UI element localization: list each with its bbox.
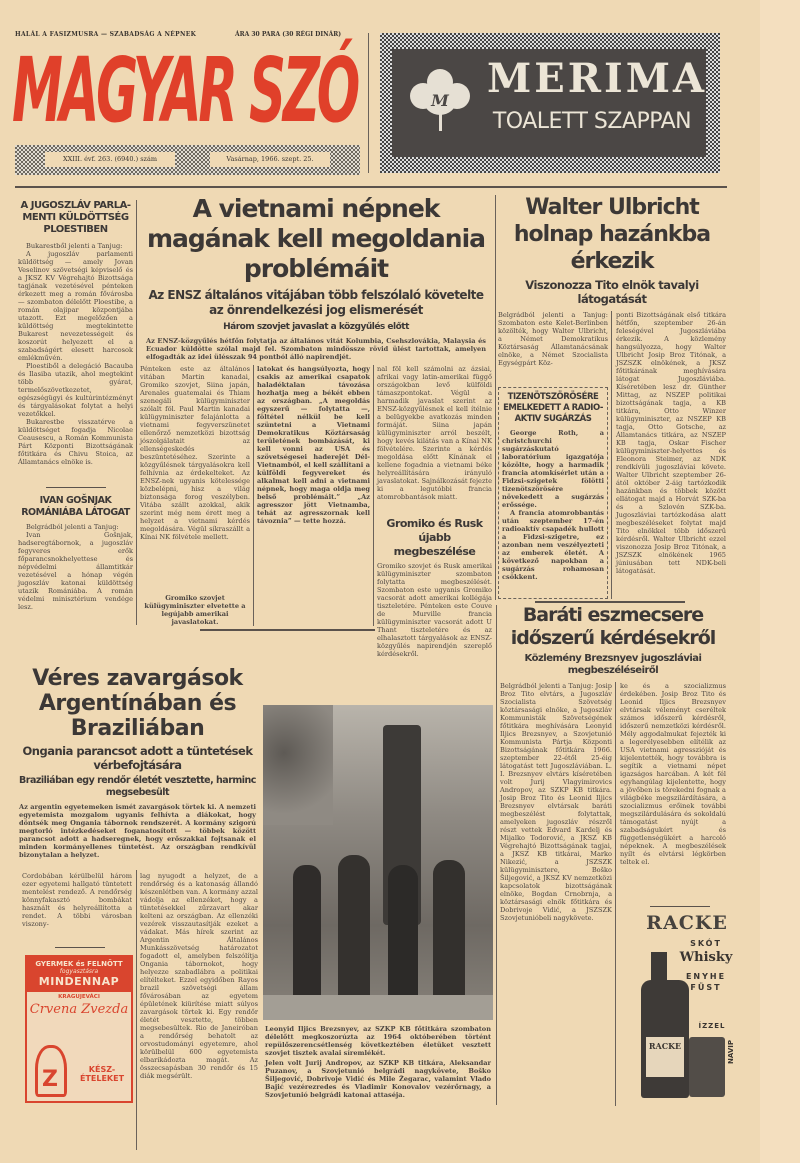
delegation-body: Bukarestből jelenti a Tanjug: A jugoszláv parlamenti küldöttség — amely Jovan Veselinov szövetségi képviselő és a JKSZ KV Végrehajtó Bizottsága tagjának vezetésével pénteken érkezett meg a román fővárosba — szombaton délelőtt Ploestibe, a román olajipar központjába utazott. Ezt megelőzően a küldöttség megtekintette Bukarest nevezetességeit és koszorút helyezett el a szabadságért elesett harcosok emlékművén. Ploestiből a delegáció Bacauba és Ilasiba utazik, ahol megtekint több gyárat, termelőszövetkezetet, egészségügyi és kultúrintézményt és tárgyalásokat folytat a helyi vezetőkkel. Bukarestbe visszatérve a küldöttséget fogadja Nicolae Ceausescu, a Román Kommunista Párt Központi Bizottságának főtitkára és Chivu Stoica, az Államtanács elnöke is. [18,242,133,466]
barati-col1: Belgrádból jelenti a Tanjug: Josip Broz Tito elvtárs, a Jugoszláv Szocialista Szövetség köztársasági elnöke, a Jugoszláv Kommunisták Szövetségének főtitkára meghívására Leonyid Iljics Brezsnyev, a Szovjetunió Kommunista Pártja Központi Bizottságának főtitkára 1966. szeptember 22-étől 25-éig látogatást tett Jugoszláviában. L. I. Brezsnyev elvtárs kíséretében volt Jurij Vlagyimirovics Andropov, az SZKP KB titkára. Josip Broz Tito és Leonid Iljics Brezsnyev elvtársak baráti megbeszélést folytattak, amelyeken jugoszláv részről részt vettek Edvard Kardelj és Mijalko Todorović, a JKSZ KB Végrehajtó Bizottságának tagjai, a JKSZ KB titkárai, Marko Nikezić, a JSZSZK külügyminisztere, Boško Šiljegović, a JKSZ KV nemzetközi kapcsolatok bizottságának elnöke, Bogdan Crnobrnja, a köztársasági elnök főtitkára és Dobrivoje Vidić, a JSZSZK Szovjetunióbeli nagykövete. [500,682,612,922]
merima-ad [380,33,720,173]
ulbricht-story [498,194,726,599]
masthead-price: ÁRA 30 PARA (30 RÉGI DINÁR) [235,31,342,38]
argentina-story [15,666,260,866]
bottle-neck-icon [651,952,667,982]
radiation-headline: TIZENÖTSZÖRÖSÉRE EMELKEDETT A RADIO-AKTIV SUGÁRZÁS [503,392,603,424]
masthead-slogan: HALÁL A FASIZMUSRA — SZABADSÁG A NÉPNEK [15,31,197,38]
vietnam-kicker: Három szovjet javaslat a közgyűlés előtt [223,322,409,332]
vietnam-col1: Pénteken este az általános vitában Martin kanadai, Gromiko szovjet, Siina japán, Arenales guatemalai és Thiam szenegáli külügyminiszter szólalt föl. Paul Martin kanadai külügyminiszter felajánlotta a vietnami fegyverszünetet ellenőrző nemzetközi bizottság jószolgálatait az ellenségeskedés beszüntetéséhez. Szerinte a közgyűlésnek tárgyalásokra kell felhívnia az érdekelteket. Az ENSZ-nek ugyanis kötelessége közbelépni, hisz a világ biztonsága forog veszélyben. Vitába szállt azokkal, akik szerint még nem érett meg a helyzet a vietnami kérdés megoldására. Végül síkraszállt a Kínai NK fölvétele mellett. [140,365,250,541]
left-column [18,200,133,625]
whisky-glass-icon [689,1037,725,1097]
vietnam-col1b: Gromiko szovjet külügyminiszter elvetette a legújabb amerikai javaslatokat. [144,594,246,626]
argentina-headline: Véres zavargások Argentínában és Braziliában [32,666,243,741]
gosnjak-headline: IVAN GOŠNJAK ROMÁNIÁBA LÁTOGAT [21,495,130,518]
vietnam-headline: A vietnami népnek magának kell megoldania problémáit [146,194,486,283]
vietnam-lead: Az ENSZ-közgyűlés hétfőn folytatja az általános vitát Kolumbia, Csehszlovákia, Malaysia és Ecuador küldötte szólal majd fel. Szombaton mindössze rövid ülést tartottak, amelyen elfogadták az idei ülésszak 94 pontból álló napirendjét. [146,337,486,361]
racke-brand: RACKE [646,912,728,934]
vietnam-story [140,194,492,658]
ulbricht-headline: Walter Ulbricht holnap hazánkba érkezik [513,195,711,274]
crvena-zvezda-ad: GYERMEK és FELNŐTT fogyasztásra MINDENNAP KRAGUJEVÁCI Crvena Zvezda Z KÉSZ-ÉTELEKET [25,955,133,1103]
crvena-zvezda-brand: Crvena Zvezda [29,1002,129,1017]
news-photo [263,705,493,1020]
barati-col2: ke és a szocializmus érdekében. Josip Broz Tito és Leonid Iljics Brezsnyev elvtársak véleményt cseréltek számos időszerű kérdésről, időszerű nemzetközi kérdésről. Mély aggodalmukat fejezték ki a legerélyesebben elítélik az USA vietnami agresszióját és kijelentették, hogy továbbra is segítik a vietnami népet igazságos harcában. A két fél egyhangúlag kijelentette, hogy a jövőben is törekedni fognak a világbéke megszilárdítására, a szocializmus erőinek további megszilárdulására és sokoldalú támogatást nyújt a szabadságukért és függetlenségükért a harcoló népeknek. A megbeszélések nyílt és elvtársi légkörben teltek el. [620,682,726,866]
gromiko-headline: Gromiko és Rusk újabb megbeszélése [386,517,483,558]
gosnjak-body: Belgrádból jelenti a Tanjug: Ivan Gošnjak, hadseregtábornok, a jugoszláv fegyveres erők főparancsnokhelyettese és népvédelmi államtitkár vezetésével a hónap végén jugoszláv katonai küldöttség utazik Romániába. A román védelmi minisztérium vendége lesz. [18,523,133,611]
gromiko-body: Gromiko szovjet és Rusk amerikai külügyminiszter szombaton folytatta megbeszélését. Szombaton este ugyanis Gromiko vacsorát adott amerikai kollégája tiszteletére. Pénteken este Couve de Murville francia külügyminiszter vacsorát adott U Thant tiszteletére és az elhalasztott tárgyalások az ENSZ-közgyűlés napirendjén szereplő kérdésekről. [377,562,492,658]
radiation-body: George Roth, a christchurchi sugárzáskutató laboratórium igazgatója közölte, hogy a harmadik francia atomkísérlet után a Fidzsi-szigetek fölötti tizenötszörösére növekedett a sugárzás erőssége. A francia atomrobbantás után szeptember 17-én radioaktív csapadék hullott a Fidzsi-szigetre, ez azonban nem veszélyezteti az emberek életét. A következő napokban a sugárzás rohamosan csökkent. [502,429,604,581]
argentina-col2: lag nyugodt a helyzet, de a rendőrség és a katonaság állandó készenlétben van. A kormány azzal vádolja az ellenzéket, hogy a tüntetésekkel zűrzavart akar kelteni az országban. Az ellenzéki vezérek visszautasítják ezeket a vádakat. Más hírek szerint az Argentin Általános Munkásszövetség határozatot fogadott el, amelyben felszólítja Ongania tábornokot, hogy helyezze szabadlábra a politikai elítélteket. Ezzel egyidőben Rayos brazil szövetségi állam fővárosában az egyetem épületének kiürítése miatt súlyos zavargások törtek ki. Egy rendőr életét vesztette, többen megsebesültek. Rio de Janeiróban a rendőrség behatolt az orvostudományi egyetemre, ahol körülbelül 600 egyetemista elbarikádozta magát. Az összecsapásban 30 rendőr és 15 diák megsérült. [140,872,258,1080]
photo-caption-attendees: Jelen volt Jurij Andropov, az SZKP KB titkára, Aleksandar Puzanov, a Szovjetunió belgrádi nagykövete, Boško Šiljegović, Dobrivoje Vidić és Mile Žegarac, valamint Vlado Bajić vezérezredes és Vladimir Konovalov vezérőrnagy, a Szovjetunió belgrádi katonai attaséja. [265,1059,491,1099]
vietnam-subheadline: Az ENSZ általános vitájában több felszólaló követelte az önrendelkezési jog elismerését [148,288,484,317]
vietnam-col3: nal föl kell számolni az ázsiai, afrikai vagy latin-amerikai függő országokban levő külföldi támaszpontokat. Végül a harmadik javaslat szerint az ENSZ-közgyűlésnek el kell ítélnie a belügyekbe avatkozás minden formáját. Siina japán külügyminiszter arról beszélt, hogy kevés kilátás van a Kínai NK fölvételére. Szerinte a kérdés megoldása előtt Kínának el kellene fogadnia a vietnami béke helyreállítására irányuló javaslatokat. Sajnálkozását fejezte ki a legutóbbi francia atomrobbantások miatt. [377,365,492,501]
masthead-title: MAGYAR SZÓ [12,39,358,144]
ulbricht-col1: Belgrádból jelenti a Tanjug: Szombaton este Kelet-Berlinben közölték, hogy Walter Ulbricht, a Német Demokratikus Köztársaság Államtanácsának elnöke, a Német Szocialista Egységpárt Köz- [498,311,608,367]
radiation-box [498,387,608,599]
merima-brand: MERIMA [487,55,708,102]
argentina-subheadline: Ongania parancsot adott a tüntetések vérbefojtására [22,744,253,772]
photo-caption: Leonyid Iljics Brezsnyev, az SZKP KB főtitkára szombaton délelőtt megkoszorúzta az 1964 októberében történt repülőszerencsétlenség következtében életüket vesztett szovjet tisztek avalai síremlékét. [265,1025,491,1057]
barati-headline: Baráti eszmecsere időszerű kérdésekről [510,604,716,649]
racke-whisky-ad: RACKE SKÓT Whisky ENYHE FÜST ÍZZEL RACKE NAVIP [637,912,737,1102]
ulbricht-col2: ponti Bizottságának első titkára hétfőn, szeptember 26-án feleségével Jugoszláviába érkezik. A közlemény hangsúlyozza, hogy Walter Ulbricht Josip Broz Titónak, a JSZSZK elnökének, a JKSZ főtitkárának meghívására látogat Jugoszláviába. Kíséretében lesz dr. Günther Mittag, az NSZEP politikai bizottságának tagja, a KB titkára, Otto Winzer külügyminiszter, az NSZEP KB tagja, Otto Gotsche, az Államtanács titkára, az NSZEP KB tagja, Oskar Fischer külügyminiszter-helyettes és Eleonora Steimer, az NDK rendkívüli jugoszláviai követe. Walter Ulbricht szeptember 26-ától október 2-áig tartózkodik hazánkban és többek között ellátogat majd a Horvát SZK-ba és a Szlovén SZK-ba. Jugoszláviai tartózkodása alatt megbeszéléseket folytat majd Tito elnökkel több időszerű kérdésről. Walter Ulbricht ezzel viszonozza Josip Broz Titónak, a JSZSZK elnökének 1965 júniusában tett NDK-beli látogatását. [616,311,726,575]
clover-logo-icon: M [410,69,470,129]
argentina-lead: Az argentin egyetemeken ismét zavargások törtek ki. A nemzeti egyetemista mozgalom ugyanis felhívta a diákokat, hogy döntsék meg Ongania tábornok rendszerét. A kormány szigorú megtorló intézkedéseket foganatosított — többek között parancsot adott a hadseregnek, hogy erőszakkal fojtsanak el minden kormányellenes tüntetést. Az országban rendkívül bizonytalan a helyzet. [19,803,256,859]
vietnam-col2: latokat és hangsúlyozta, hogy csakis az amerikai csapatok haladéktalan távozása hozhatja meg a békét ebben az országban. „A megoldás egyszerű — folytatta —, föltétel nélkül be kell szüntetni a Vietnami Demokratikus Köztársaság területének bombázását, ki kell vonni az USA és szövetségesei haderejét Dél-Vietnamból, el kell szállítani a külföldi fegyvereket és alkalmat kell adni a vietnami népnek, hogy maga oldja meg belső problémáit.” „Az agresszor jött Vietnamba, tehát az agresszornak kell távoznia” — tette hozzá. [257,365,370,525]
argentina-col1: Cordobában kérülbelül három ezer egyetemi hallgató tüntetett mentelést rendező. A rendőrség könnyfakasztó bombákat használt és helyreállította a rendet. A többi városban viszony- [22,872,132,928]
crvena-zvezda-product: KÉSZ-ÉTELEKET [79,1065,125,1083]
delegation-headline: A JUGOSZLÁV PARLA-MENTI KÜLDÖTTSÉG PLOESTIBEN [20,200,131,235]
ulbricht-subheadline: Viszonozza Tito elnök tavalyi látogatását [525,278,699,306]
issue-number: XXIII. évf. 263. (6940.) szám [45,152,175,167]
argentina-kicker: Braziliában egy rendőr életét vesztette, harminc megsebesült [19,775,256,798]
merima-product: TOALETT SZAPPAN [492,109,692,134]
issue-date: Vasárnap, 1966. szept. 25. [210,152,330,167]
barati-subheadline: Közlemény Brezsnyev jugoszláviai megbeszéléseiről [524,653,702,676]
